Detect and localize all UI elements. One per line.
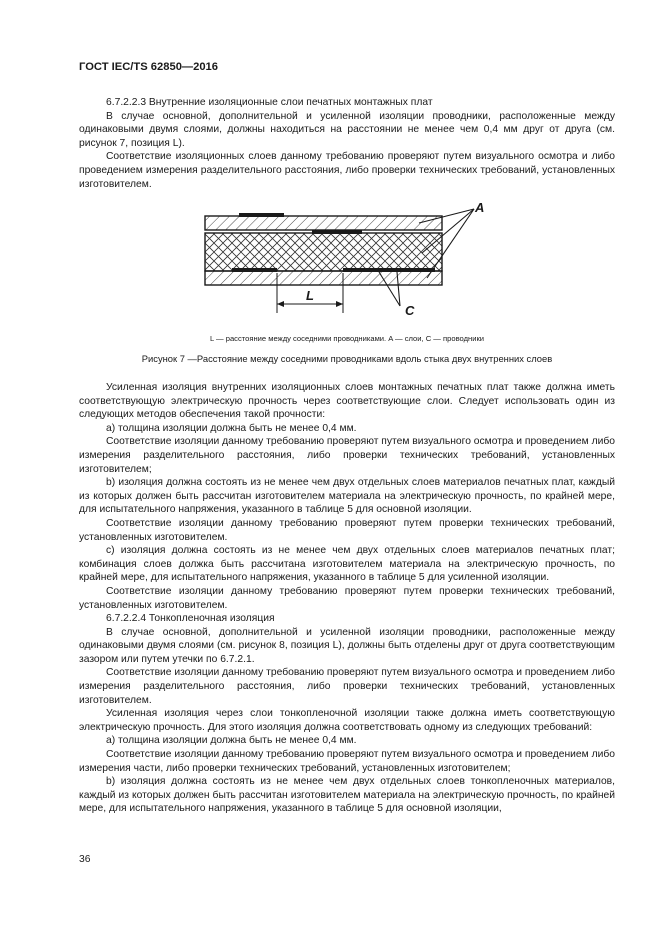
paragraph: Соответствие изоляции данному требованию проверяют путем визуального осмотра и проведением либо измерения разделительного расстояния, либо проверки технических требований, установленных изготовителем.	[79, 667, 615, 706]
list-item: b) изоляция должна состоять из не менее чем двух отдельных слоев тонкопленочных материалов, каждый из которых должен быть рассчитан изготовителем материала на электрическую прочность, по крайней мере, для испытательного напряжения, указанного в таблице 5 для основной изоляции,	[79, 776, 615, 815]
label-L: L	[306, 288, 314, 303]
conductor	[232, 268, 277, 272]
bottom-layer	[205, 271, 442, 285]
paragraph: Соответствие изоляции данному требованию проверяют путем проверки технических требований, установленных изготовителем.	[79, 585, 615, 611]
figure-7	[79, 198, 615, 328]
figure-legend: L — расстояние между соседними проводниками. A — слои, C — проводники	[209, 334, 485, 343]
figure-7-drawing	[79, 198, 615, 328]
paragraph: Соответствие изоляции данному требованию проверяют путем визуального осмотра и проведением либо измерения разделительного расстояния, либо проверки технических требований, установленных изготовителем;	[79, 436, 615, 475]
figure-caption: Рисунок 7 —Расстояние между соседними проводниками вдоль стыка двух внутренних слоев	[141, 353, 553, 364]
core-layer	[205, 233, 442, 271]
paragraph: В случае основной, дополнительной и усиленной изоляции проводники, расположенные между одинаковыми двумя слоями (см. рисунок 8, позиция L), должны быть отделены друг от друга соответствующим зазором или путем утечки по 6.7.2.1.	[79, 626, 615, 665]
list-item: c) изоляция должна состоять из не менее чем двух отдельных слоев материалов печатных плат; комбинация слоев должка быть рассчитана изготовителем материала на электрическую прочность, по крайней мере, для испытательного напряжения, указанного в таблице 5 для усиленной изоляции.	[79, 545, 615, 584]
page-number: 36	[79, 854, 91, 865]
conductor	[239, 213, 284, 217]
section-reinforced-insulation	[79, 381, 615, 816]
paragraph: Соответствие изоляционных слоев данному требованию проверяют путем визуального осмотра и либо проведением измерения разделительного расстояния, либо проверки технических требований, установленных изготовителем.	[79, 151, 615, 190]
conductor	[375, 268, 435, 272]
list-item: а) толщина изоляции должна быть не менее 0,4 мм.	[106, 422, 357, 434]
clause-heading: 6.7.2.2.4 Тонкопленочная изоляция	[106, 613, 275, 625]
paragraph: Усиленная изоляция через слои тонкопленочной изоляции также должна иметь соответствующую электрическую прочность. Для этого изоляция должна соответствовать одному из следующих требований:	[79, 708, 615, 733]
list-item: b) изоляция должна состоять из не менее чем двух отдельных слоев материалов печатных плат, каждый из которых должен быть рассчитан изготовителем материала на электрическую прочность, по крайней мере, для испытательного напряжения, указанного в таблице 5 для основной изоляции.	[79, 477, 615, 516]
conductor	[312, 230, 362, 234]
document-header: ГОСТ IEC/TS 62850—2016	[79, 61, 218, 73]
top-layer	[205, 216, 442, 230]
clause-heading: 6.7.2.2.3 Внутренние изоляционные слои печатных монтажных плат	[106, 97, 433, 108]
label-C: C	[405, 303, 415, 318]
label-A: A	[475, 200, 485, 215]
paragraph: Соответствие изоляции данному требованию проверяют путем проверки технических требований, установленных изготовителем.	[79, 517, 615, 543]
section-inner-layers	[79, 96, 615, 191]
list-item: а) толщина изоляции должна быть не менее 0,4 мм.	[106, 735, 357, 747]
paragraph: В случае основной, дополнительной и усиленной изоляции проводники, расположенные между одинаковыми двумя слоями, должны находиться на расстоянии не менее чем 0,4 мм друг от друга (см. рисунок 7, позиция L).	[79, 110, 615, 149]
paragraph: Соответствие изоляции данному требованию проверяют путем визуального осмотра и проведением либо измерения части, либо проверки технических требований, установленных изготовителем;	[79, 749, 615, 774]
paragraph: Усиленная изоляция внутренних изоляционных слоев монтажных печатных плат также должна иметь соответствующую электрическую прочность через соответствующие слои. Следует использовать один из следующих методов обеспечения такой прочности:	[79, 382, 615, 421]
